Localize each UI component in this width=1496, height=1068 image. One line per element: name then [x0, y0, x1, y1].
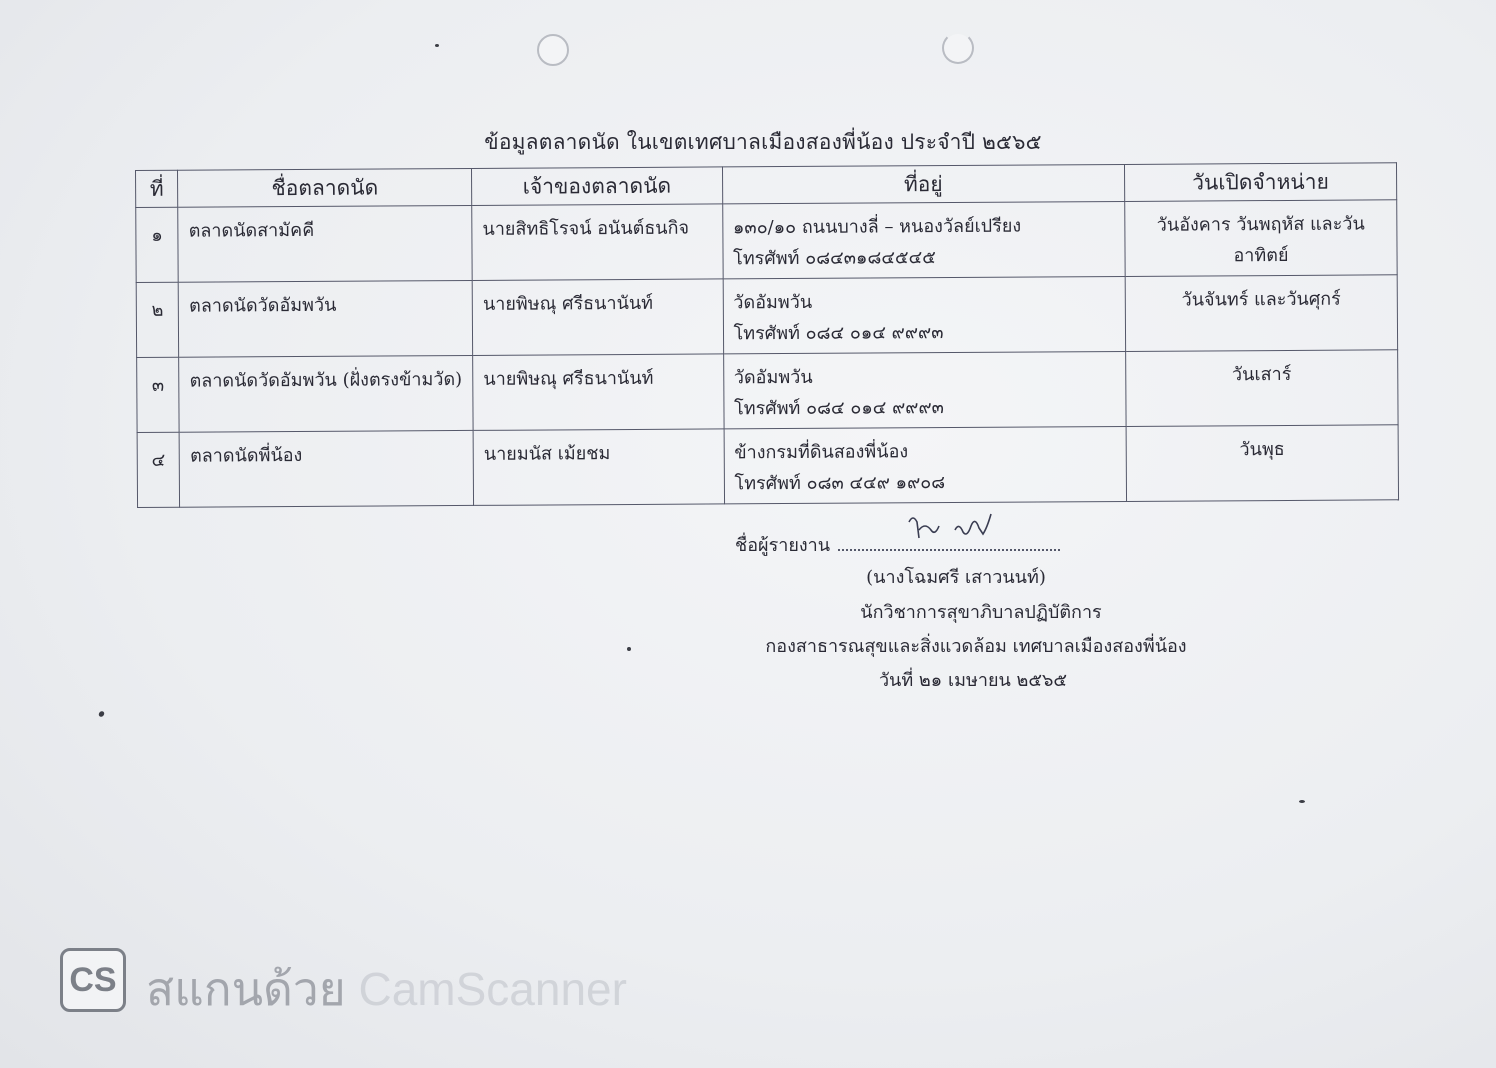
market-owner: นายสิทธิโรจน์ อนันต์ธนกิจ: [472, 204, 723, 281]
reporter-label: ชื่อผู้รายงาน: [735, 535, 831, 556]
header-open-days: วันเปิดจำหน่าย: [1124, 163, 1396, 202]
signature-dotted-line: [838, 543, 1060, 551]
phone-line: โทรศัพท์ ๐๘๔ ๐๑๔ ๙๙๙๓: [733, 322, 944, 345]
phone-line: โทรศัพท์ ๐๘๔๓๑๘๔๕๔๕: [733, 247, 936, 270]
address-line: วัดอัมพวัน: [733, 291, 813, 314]
market-table: [135, 162, 1399, 508]
row-no: ๔: [137, 432, 180, 507]
header-no: ที่: [136, 170, 179, 207]
table-row: [136, 275, 1397, 358]
market-name: ตลาดนัดพี่น้อง: [179, 430, 473, 507]
market-address: [724, 426, 1127, 503]
row-no: ๒: [136, 282, 179, 357]
market-name: ตลาดนัดวัดอัมพวัน (ฝั่งตรงข้ามวัด): [179, 355, 473, 432]
paper-speck: [627, 647, 631, 651]
market-name: ตลาดนัดวัดอัมพวัน: [178, 280, 472, 357]
reporter-position: นักวิชาการสุขาภิบาลปฏิบัติการ: [860, 602, 1102, 623]
phone-line: โทรศัพท์ ๐๘๔ ๐๑๔ ๙๙๙๓: [733, 397, 945, 420]
watermark-prefix: สแกนด้วย: [146, 963, 346, 1015]
market-owner: นายพิษณุ ศรีธนานันท์: [472, 279, 723, 356]
open-days: วันจันทร์ และวันศุกร์: [1125, 275, 1398, 352]
address-line: วัดอัมพวัน: [733, 366, 813, 389]
report-date: วันที่ ๒๑ เมษายน ๒๕๖๕: [878, 670, 1068, 691]
reporter-signature-line: [735, 530, 1060, 559]
paper-speck: [435, 44, 439, 47]
open-days: วันอังคาร วันพฤหัส และวัน อาทิตย์: [1125, 200, 1398, 277]
market-address: [722, 201, 1125, 278]
address-line: ข้างกรมที่ดินสองพี่น้อง: [734, 441, 909, 464]
table-row: [136, 200, 1397, 283]
market-name: ตลาดนัดสามัคคี: [178, 205, 472, 282]
table-row: [137, 425, 1398, 508]
reporter-department: กองสาธารณสุขและสิ่งแวดล้อม เทศบาลเมืองสองพี่น้อง: [765, 636, 1187, 657]
paper-speck: [98, 710, 106, 718]
row-no: ๓: [137, 357, 180, 432]
watermark-brand: CamScanner: [358, 963, 627, 1015]
market-owner: นายพิษณุ ศรีธนานันท์: [473, 354, 724, 431]
phone-line: โทรศัพท์ ๐๘๓ ๔๔๙ ๑๙๐๘: [734, 472, 946, 495]
table-row: [137, 350, 1398, 433]
header-owner: เจ้าของตลาดนัด: [472, 167, 723, 206]
camscanner-watermark: [146, 953, 627, 1026]
reporter-name: (นางโฉมศรี เสาวนนท์): [866, 567, 1046, 588]
market-owner: นายมนัส เม้ยชม: [473, 429, 724, 506]
paper-speck: [1299, 800, 1305, 803]
market-address: [723, 351, 1126, 428]
header-market-name: ชื่อตลาดนัด: [178, 168, 472, 207]
market-address: [723, 276, 1126, 353]
handwritten-signature: [905, 508, 995, 544]
document-title: ข้อมูลตลาดนัด ในเขตเทศบาลเมืองสองพี่น้อง ประจำปี ๒๕๖๕: [484, 130, 1042, 154]
open-days: วันเสาร์: [1125, 350, 1398, 427]
punch-hole-right: [942, 32, 974, 64]
camscanner-logo: CS: [60, 948, 126, 1012]
open-days: วันพุธ: [1126, 425, 1399, 502]
address-line: ๑๓๐/๑๐ ถนนบางลี่ – หนองวัลย์เปรียง: [732, 215, 1022, 239]
header-address: ที่อยู่: [722, 164, 1124, 203]
row-no: ๑: [136, 207, 179, 282]
punch-hole-left: [537, 34, 569, 66]
